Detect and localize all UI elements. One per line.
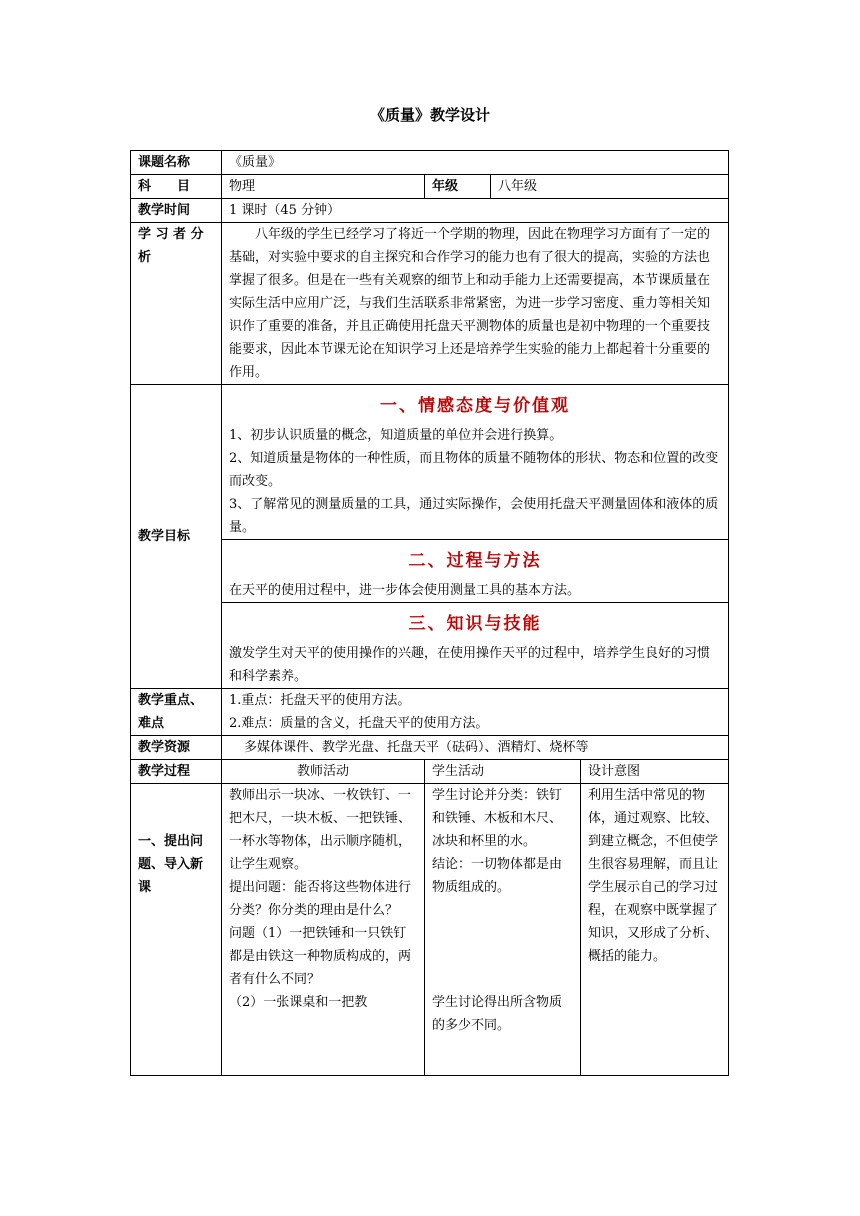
row-goals-sec1 — [131, 385, 729, 540]
goals-sec2-title: 二、过程与方法 — [408, 551, 542, 571]
row-learner-analysis — [131, 223, 729, 385]
lesson-plan-table — [130, 150, 729, 1076]
goals-section-knowledge — [222, 603, 729, 689]
student-activity-text: 学生讨论得出所含物质的多少不同。 — [432, 995, 563, 1033]
learner-analysis-label: 学 习 者 分 析 — [131, 223, 222, 385]
col-design-header: 设计意图 — [581, 760, 729, 784]
row-resources — [131, 736, 729, 760]
duration-label: 教学时间 — [131, 199, 222, 223]
student-activity-text: 结论：一切物体都是由物质组成的。 — [432, 857, 563, 895]
goals-sec3-text: 激发学生对天平的使用操作的兴趣，在使用操作天平的过程中，培养学生良好的习惯和科学素养。 — [229, 646, 711, 684]
step1-teacher — [222, 784, 425, 1076]
step1-design: 利用生活中常见的物体，通过观察、比较、到建立概念，不但使学生很容易理解，而且让学生展示自己的学习过程，在观察中既掌握了知识，又形成了分析、概括的能力。 — [581, 784, 729, 1076]
document-title: 《质量》教学设计 — [369, 106, 490, 124]
goals-sec1-title: 一、情感态度与价值观 — [380, 396, 571, 416]
goals-sec2-text: 在天平的使用过程中，进一步体会使用测量工具的基本方法。 — [229, 583, 581, 598]
student-activity-text: 学生讨论并分类：铁钉和铁锤、木板和木尺、冰块和杯里的水。 — [432, 788, 563, 849]
row-process-header — [131, 760, 729, 784]
key-point-item: 2.难点：质量的含义，托盘天平的使用方法。 — [229, 716, 489, 731]
resources-value: 多媒体课件、教学光盘、托盘天平（砝码）、酒精灯、烧杯等 — [222, 736, 729, 760]
teacher-activity-text: 问题（1）一把铁锤和一只铁钉都是由铁这一种物质构成的，两者有什么不同？ — [229, 926, 412, 987]
grade-value: 八年级 — [491, 175, 729, 199]
subject-label: 科 目 — [131, 175, 222, 199]
goals-sec1-item: 2、知道质量是物体的一种性质，而且物体的质量不随物体的形状、物态和位置的改变而改变。 — [229, 451, 719, 489]
key-point-item: 1.重点：托盘天平的使用方法。 — [229, 693, 411, 708]
goals-sec3-title: 三、知识与技能 — [408, 614, 542, 634]
teacher-activity-text: 教师出示一块冰、一枚铁钉、一把木尺，一块木板、一把铁锤、一杯水等物体，出示顺序随机，让学生观察。 — [229, 788, 412, 872]
row-step1 — [131, 784, 729, 1076]
step1-student — [425, 784, 581, 1076]
teacher-activity-text: 提出问题：能否将这些物体进行分类？你分类的理由是什么？ — [229, 880, 412, 918]
learner-analysis-text: 八年级的学生已经学习了将近一个学期的物理，因此在物理学习方面有了一定的基础，对实验中要求的自主探究和合作学习的能力也有了很大的提高，实验的方法也掌握了很多。但是在一些有关观察的细节上和动手能力上还需要提高，本节课质量在实际生活中应用广泛，与我们生活联系非常紧密，为进一步学习密度、重力等相关知识作了重要的准备，并且正确使用托盘天平测物体的质量也是初中物理的一个重要技能要求，因此本节课无论在知识学习上还是培养学生实验的能力上都起着十分重要的作用。 — [222, 223, 729, 385]
course-name-label: 课题名称 — [131, 151, 222, 175]
duration-value: 1 课时（45 分钟） — [222, 199, 729, 223]
teacher-activity-text: （2）一张课桌和一把教 — [229, 995, 368, 1010]
goals-sec1-item: 1、初步认识质量的概念，知道质量的单位并会进行换算。 — [229, 428, 563, 443]
row-key-points — [131, 689, 729, 736]
col-teacher-header: 教师活动 — [222, 760, 425, 784]
key-points-label: 教学重点、难点 — [131, 689, 222, 736]
goals-section-process — [222, 540, 729, 603]
resources-label: 教学资源 — [131, 736, 222, 760]
grade-label: 年级 — [425, 175, 491, 199]
row-duration — [131, 199, 729, 223]
goals-sec1-item: 3、了解常见的测量质量的工具，通过实际操作，会使用托盘天平测量固体和液体的质量。 — [229, 497, 719, 535]
row-course-name — [131, 151, 729, 175]
subject-value: 物理 — [222, 175, 425, 199]
goals-section-emotion — [222, 385, 729, 540]
key-points-content — [222, 689, 729, 736]
teaching-goals-label: 教学目标 — [131, 385, 222, 689]
process-label: 教学过程 — [131, 760, 222, 784]
col-student-header: 学生活动 — [425, 760, 581, 784]
row-subject — [131, 175, 729, 199]
course-name-value: 《质量》 — [222, 151, 729, 175]
step1-label: 一、提出问题、导入新课 — [131, 784, 222, 1076]
